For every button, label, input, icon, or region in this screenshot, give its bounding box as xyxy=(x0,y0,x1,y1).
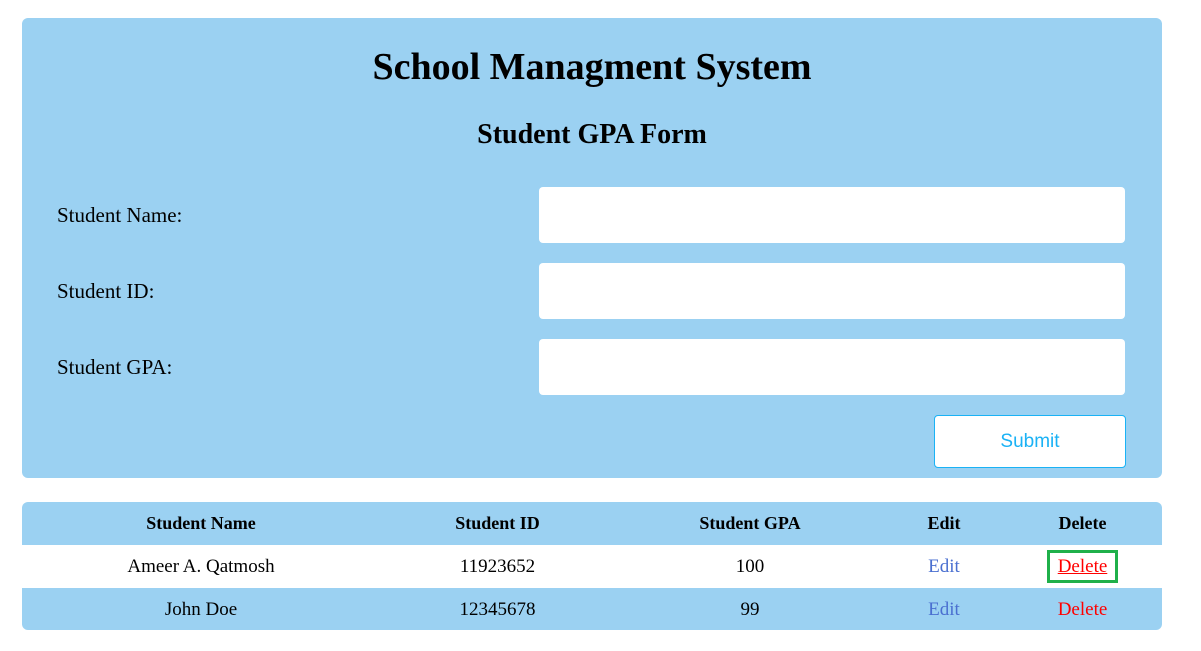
table-row xyxy=(22,545,1162,588)
submit-button[interactable]: Submit xyxy=(934,415,1126,468)
cell-id: 11923652 xyxy=(459,555,536,577)
header-delete: Delete xyxy=(1058,513,1107,533)
student-gpa-input[interactable] xyxy=(539,339,1125,395)
form-title: Student GPA Form xyxy=(477,119,707,150)
cell-gpa: 100 xyxy=(735,555,765,577)
students-table-panel xyxy=(22,502,1162,630)
table-row xyxy=(22,588,1162,630)
header-student-id: Student ID xyxy=(455,513,540,533)
cell-id: 12345678 xyxy=(459,598,536,620)
student-id-input[interactable] xyxy=(539,263,1125,319)
header-student-gpa: Student GPA xyxy=(699,513,801,533)
edit-link[interactable]: Edit xyxy=(928,598,960,620)
header-edit: Edit xyxy=(927,513,961,533)
student-name-input[interactable] xyxy=(539,187,1125,243)
student-name-label: Student Name: xyxy=(57,203,183,227)
cell-name: Ameer A. Qatmosh xyxy=(127,555,275,577)
cell-name: John Doe xyxy=(164,598,238,620)
edit-link[interactable]: Edit xyxy=(928,555,960,577)
delete-link[interactable]: Delete xyxy=(1052,555,1114,578)
student-gpa-label: Student GPA: xyxy=(57,355,173,379)
cell-gpa: 99 xyxy=(740,598,760,620)
header-student-name: Student Name xyxy=(146,513,256,533)
table-header-row xyxy=(22,502,1162,545)
students-table xyxy=(22,502,1162,630)
student-id-label: Student ID: xyxy=(57,279,155,303)
delete-link[interactable]: Delete xyxy=(1057,598,1108,620)
page-title: School Managment System xyxy=(372,46,812,88)
student-form-panel xyxy=(22,18,1162,478)
